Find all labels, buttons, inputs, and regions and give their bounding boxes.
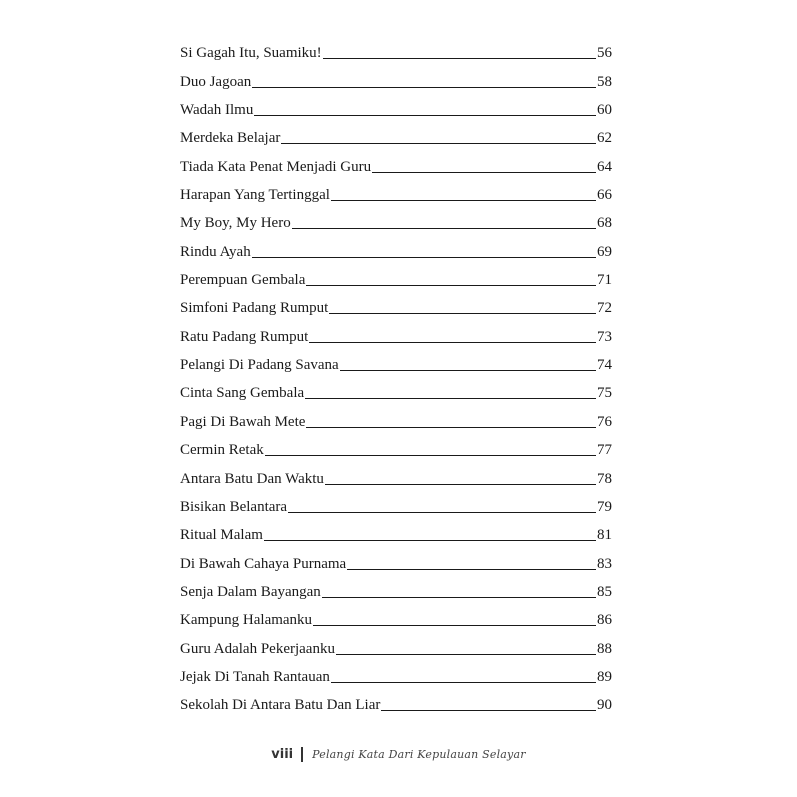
toc-entry-page: 64: [597, 158, 612, 175]
toc-leader-line: [381, 710, 596, 711]
page-footer: [0, 747, 797, 762]
toc-entry: [180, 232, 612, 260]
toc-entry: [180, 204, 612, 232]
toc-entry-page: 62: [597, 130, 612, 147]
toc-entry-title: Ritual Malam: [180, 527, 263, 544]
toc-leader-line: [254, 115, 596, 116]
toc-leader-line: [336, 654, 596, 655]
toc-leader-line: [306, 427, 596, 428]
toc-entry: [180, 34, 612, 62]
toc-entry-title: Cermin Retak: [180, 442, 264, 459]
toc-entry: [180, 459, 612, 487]
toc-entry-page: 69: [597, 243, 612, 260]
toc-entry-page: 56: [597, 45, 612, 62]
toc-entry-title: Antara Batu Dan Waktu: [180, 470, 324, 487]
toc-entry-title: Tiada Kata Penat Menjadi Guru: [180, 158, 372, 175]
toc-entry: [180, 374, 612, 402]
toc-entry-title: Guru Adalah Pekerjaanku: [180, 640, 335, 657]
toc-entry: [180, 516, 612, 544]
toc-entry-title: Rindu Ayah: [180, 243, 251, 260]
toc-leader-line: [305, 398, 596, 399]
toc-entry-page: 73: [597, 328, 612, 345]
toc-entry-title: Senja Dalam Bayangan: [180, 583, 321, 600]
toc-entry: [180, 91, 612, 119]
toc-entry-page: 89: [597, 668, 612, 685]
toc-entry: [180, 317, 612, 345]
toc-entry: [180, 402, 612, 430]
toc-entry-page: 60: [597, 102, 612, 119]
toc-entry-page: 79: [597, 498, 612, 515]
toc-entry: [180, 176, 612, 204]
toc-leader-line: [288, 512, 596, 513]
page-number: viii: [271, 747, 294, 762]
toc-entry-page: 76: [597, 413, 612, 430]
toc-leader-line: [281, 143, 596, 144]
toc-entry-page: 78: [597, 470, 612, 487]
toc-entry: [180, 346, 612, 374]
table-of-contents: [180, 34, 612, 714]
toc-entry-page: 88: [597, 640, 612, 657]
toc-leader-line: [265, 455, 596, 456]
toc-entry-title: Wadah Ilmu: [180, 102, 254, 119]
toc-entry: [180, 629, 612, 657]
toc-entry-title: Kampung Halamanku: [180, 612, 313, 629]
toc-leader-line: [347, 569, 596, 570]
toc-leader-line: [313, 625, 596, 626]
toc-entry: [180, 261, 612, 289]
toc-entry-page: 66: [597, 187, 612, 204]
toc-entry-title: Pagi Di Bawah Mete: [180, 413, 306, 430]
toc-leader-line: [309, 342, 596, 343]
toc-leader-line: [372, 172, 596, 173]
toc-entry: [180, 431, 612, 459]
toc-entry-title: Di Bawah Cahaya Purnama: [180, 555, 347, 572]
running-book-title: Pelangi Kata Dari Kepulauan Selayar: [312, 748, 526, 761]
toc-entry-title: My Boy, My Hero: [180, 215, 291, 232]
toc-leader-line: [340, 370, 596, 371]
toc-entry-page: 85: [597, 583, 612, 600]
toc-entry: [180, 544, 612, 572]
toc-entry-page: 71: [597, 272, 612, 289]
toc-leader-line: [264, 540, 596, 541]
toc-entry: [180, 658, 612, 686]
toc-entry-title: Ratu Padang Rumput: [180, 328, 309, 345]
toc-leader-line: [252, 87, 596, 88]
toc-entry-page: 75: [597, 385, 612, 402]
toc-leader-line: [292, 228, 596, 229]
toc-leader-line: [322, 597, 596, 598]
toc-entry-title: Simfoni Padang Rumput: [180, 300, 329, 317]
toc-entry-page: 83: [597, 555, 612, 572]
toc-entry-page: 68: [597, 215, 612, 232]
toc-entry: [180, 686, 612, 714]
toc-leader-line: [331, 200, 596, 201]
toc-entry-title: Cinta Sang Gembala: [180, 385, 305, 402]
toc-entry-title: Sekolah Di Antara Batu Dan Liar: [180, 697, 381, 714]
toc-entry-title: Si Gagah Itu, Suamiku!: [180, 45, 322, 62]
toc-entry: [180, 119, 612, 147]
toc-leader-line: [306, 285, 596, 286]
toc-entry-page: 74: [597, 357, 612, 374]
footer-divider: [301, 747, 303, 762]
toc-entry-page: 90: [597, 697, 612, 714]
toc-entry-page: 77: [597, 442, 612, 459]
toc-leader-line: [252, 257, 596, 258]
toc-entry-page: 72: [597, 300, 612, 317]
toc-entry-title: Merdeka Belajar: [180, 130, 281, 147]
toc-entry: [180, 289, 612, 317]
toc-entry-title: Harapan Yang Tertinggal: [180, 187, 330, 204]
toc-entry-title: Pelangi Di Padang Savana: [180, 357, 339, 374]
toc-entry-page: 86: [597, 612, 612, 629]
toc-entry-title: Perempuan Gembala: [180, 272, 306, 289]
toc-leader-line: [329, 313, 596, 314]
toc-entry: [180, 147, 612, 175]
toc-entry-page: 81: [597, 527, 612, 544]
toc-leader-line: [323, 58, 596, 59]
toc-entry-title: Bisikan Belantara: [180, 498, 288, 515]
toc-entry-page: 58: [597, 73, 612, 90]
toc-entry: [180, 601, 612, 629]
toc-entry: [180, 573, 612, 601]
toc-leader-line: [331, 682, 596, 683]
toc-entry-title: Duo Jagoan: [180, 73, 252, 90]
toc-leader-line: [325, 484, 596, 485]
toc-entry: [180, 488, 612, 516]
toc-entry: [180, 62, 612, 90]
toc-entry-title: Jejak Di Tanah Rantauan: [180, 668, 330, 685]
